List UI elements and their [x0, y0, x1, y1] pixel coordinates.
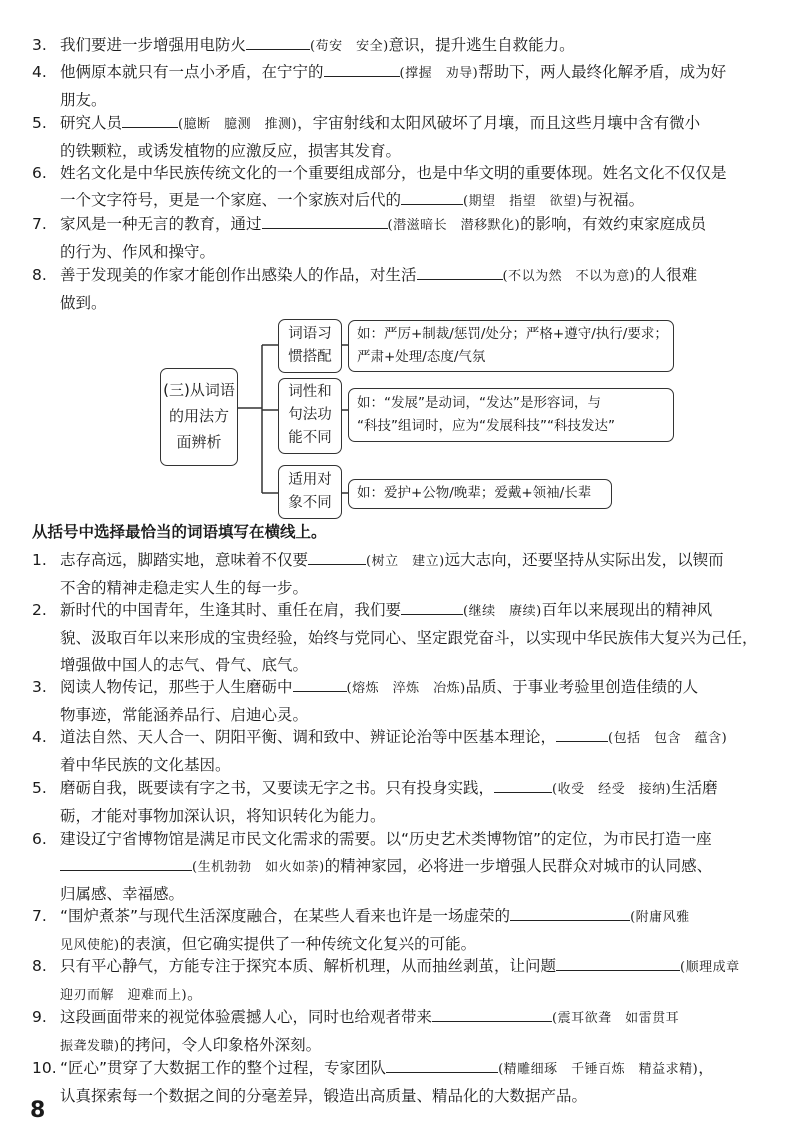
page-number: 8 — [30, 1098, 46, 1123]
answer-blank[interactable] — [556, 953, 680, 971]
exercise-item: 4. 道法自然、天人合一、阴阳平衡、调和致中、辨证论治等中医基本理论， (包括 包含 蕴含) 着中华民族的文化基因。 — [60, 724, 785, 779]
exercise-item: 10. “匠心”贯穿了大数据工作的整个过程，专家团队 (精雕细琢 千锤百炼 精益求精)， 认真探索每一个数据之间的分毫差异，锻造出高质量、精品化的大数据产品。 — [60, 1055, 785, 1110]
exercise-item: 3. 阅读人物传记，那些于人生磨砺中 (熔炼 淬炼 冶炼)品质、于事业考验里创造佳绩的人 物事迹，常能涵养品行、启迪心灵。 — [60, 674, 785, 729]
branch-example-box: 如：严厉+制裁/惩罚/处分；严格+遵守/执行/要求； 严肃+处理/态度/气氛 — [348, 320, 674, 372]
instruction-heading: 从括号中选择最恰当的词语填写在横线上。 — [32, 523, 327, 541]
exercise-item: 6. 姓名文化是中华民族传统文化的一个重要组成部分，也是中华文明的重要体现。姓名文化不仅仅是 一个文字符号，更是一个家庭、一个家族对后代的 (期望 指望 欲望)与祝福。 — [32, 164, 727, 209]
exercise-item: 6. 建设辽宁省博物馆是满足市民文化需求的需要。以“历史艺术类博物馆”的定位，为市民打造一座 (生机勃勃 如火如荼)的精神家园，必将进一步增强人民群众对城市的认同感、 归属感、幸福感。 — [32, 830, 713, 903]
exercise-item: 8. 善于发现美的作家才能创作出感染人的作品，对生活 (不以为然 不以为意)的人很难 做到。 — [60, 262, 785, 317]
answer-blank[interactable] — [60, 853, 192, 871]
exercise-item: 2. 新时代的中国青年，生逢其时、重任在肩，我们要 (继续 赓续)百年以来展现出的精神风 貌、汲取百年以来形成的宝贵经验，始终与党同心、坚定跟党奋斗，以实现中华民族伟大复兴为己任， 增强做中国人的志气、骨气、底气。 — [60, 597, 785, 679]
answer-blank[interactable] — [494, 775, 552, 793]
answer-blank[interactable] — [293, 674, 347, 692]
branch-example-box: 如：“发展”是动词，“发达”是形容词，与 “科技”组词时，应为“发展科技”“科技发达” — [348, 388, 674, 442]
diagram-main-box — [160, 368, 238, 466]
branch-label-box: 词性和 句法功 能不同 — [278, 378, 342, 454]
answer-blank[interactable] — [401, 597, 463, 615]
exercise-item: 9. 这段画面带来的视觉体验震撼人心，同时也给观者带来 (震耳欲聋 如雷贯耳 振聋发聩)的拷问，令人印象格外深刻。 — [60, 1004, 785, 1060]
exercise-item: 7. 家风是一种无言的教育，通过 (潜滋暗长 潜移默化)的影响，有效约束家庭成员 的行为、作风和操守。 — [60, 211, 785, 266]
exercise-item: 7. “围炉煮茶”与现代生活深度融合，在某些人看来也许是一场虚荣的 (附庸风雅 见风使舵)的表演，但它确实提供了一种传统文化复兴的可能。 — [60, 903, 785, 959]
exercise-item: 5. 磨砺自我，既要读有字之书，又要读无字之书。只有投身实践， (收受 经受 接纳)生活磨 砺，才能对事物加深认识，将知识转化为能力。 — [60, 775, 785, 830]
exercise-item: 5. 研究人员 (臆断 臆测 推测)，宇宙射线和太阳风破坏了月壤，而且这些月壤中含有微小 的铁颗粒，或诱发植物的应激反应，损害其发育。 — [60, 110, 785, 165]
exercise-item: 3. 我们要进一步增强用电防火 (苟安 安全)意识，提升逃生自救能力。 — [60, 32, 785, 60]
branch-label-box: 适用对 象不同 — [278, 465, 342, 519]
exercise-item: 4. 他俩原本就只有一点小矛盾，在宁宁的 (撑握 劝导)帮助下，两人最终化解矛盾，成为好 朋友。 — [60, 59, 785, 114]
exercise-item: 8. 只有平心静气，方能专注于探究本质、解析机理，从而抽丝剥茧，让问题 (顺理成章 迎刃而解 迎难而上)。 — [60, 953, 785, 1009]
answer-blank[interactable] — [556, 724, 608, 742]
diagram-main-label: (三)从词语 的用法方 面辨析 — [163, 381, 235, 451]
answer-blank[interactable] — [432, 1004, 552, 1022]
answer-blank[interactable] — [386, 1055, 498, 1073]
branch-example-box: 如：爱护+公物/晚辈；爱戴+领袖/长辈 — [348, 479, 612, 509]
answer-blank[interactable] — [308, 547, 366, 565]
branch-label-box: 词语习 惯搭配 — [278, 319, 342, 373]
answer-blank[interactable] — [510, 903, 630, 921]
main-branch-connector — [238, 345, 278, 493]
exercise-item: 1. 志存高远，脚踏实地，意味着不仅要 (树立 建立)远大志向，还要坚持从实际出发，以锲而 不舍的精神走稳走实人生的每一步。 — [60, 547, 785, 602]
